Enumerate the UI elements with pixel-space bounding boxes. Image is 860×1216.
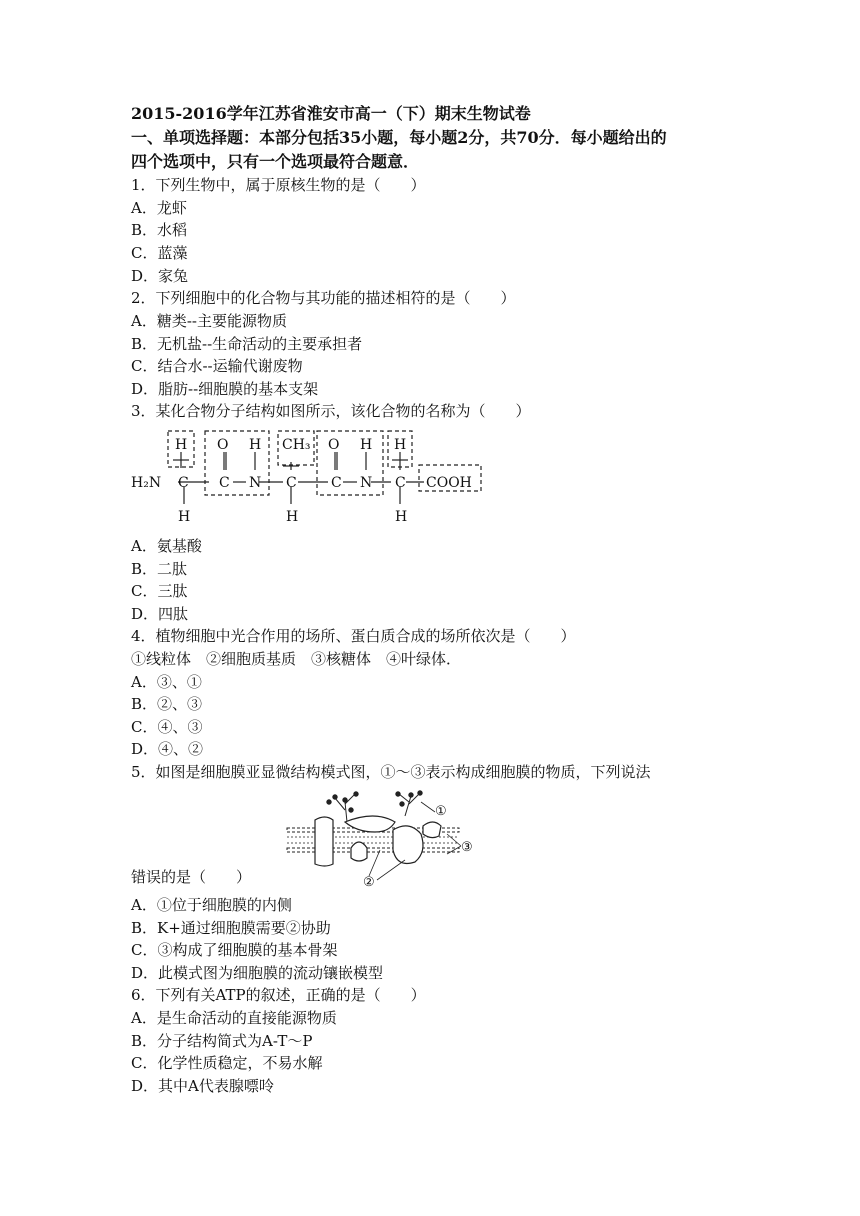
svg-text:O: O [328,437,340,453]
membrane-label-2: ② [363,875,375,888]
svg-text:N: N [360,475,373,491]
carboxyl-label: COOH [426,475,472,491]
svg-text:H: H [178,509,191,525]
q6-option-b: B．分子结构简式为A-T～P [131,1032,313,1050]
exam-title: 2015-2016学年江苏省淮安市高一（下）期末生物试卷 [131,104,531,123]
q5-option-d: D．此模式图为细胞膜的流动镶嵌模型 [131,964,384,982]
amino-group-label: H₂N [131,475,162,491]
svg-text:H: H [175,437,188,453]
q1-option-d: D．家兔 [131,267,189,285]
svg-text:H: H [395,509,408,525]
q3-option-a: A．氨基酸 [131,537,202,555]
svg-text:C: C [286,475,297,491]
q2-stem: 2．下列细胞中的化合物与其功能的描述相符的是（ ） [131,289,516,307]
q3-option-d: D．四肽 [131,605,189,623]
q6-option-d: D．其中A代表腺嘌呤 [131,1077,274,1095]
q3-option-c: C．三肽 [131,582,188,600]
q4-option-a: A．③、① [131,673,202,691]
methyl-group-label: CH₃ [282,437,311,453]
q5-option-c: C．③构成了细胞膜的基本骨架 [131,941,338,959]
q5-option-b: B．K+通过细胞膜需要②协助 [131,919,331,937]
q3-option-b: B．二肽 [131,560,188,578]
q5-stem: 5．如图是细胞膜亚显微结构模式图，①～③表示构成细胞膜的物质，下列说法 [131,763,651,781]
svg-text:C: C [219,475,230,491]
cell-membrane-figure [285,790,485,888]
peptide-bond-box-2 [317,431,383,495]
svg-text:C: C [331,475,342,491]
q6-option-c: C．化学性质稳定，不易水解 [131,1054,323,1072]
svg-text:H: H [394,437,407,453]
q1-stem: 1．下列生物中，属于原核生物的是（ ） [131,176,426,194]
q1-option-b: B．水稻 [131,221,188,239]
q4-option-b: B．②、③ [131,695,203,713]
svg-text:N: N [249,475,262,491]
membrane-label-3: ③ [461,840,473,855]
q1-option-c: C．蓝藻 [131,244,188,262]
peptide-structure-figure [128,428,488,528]
q2-option-b: B．无机盐--生命活动的主要承担者 [131,335,363,353]
q4-stem: 4．植物细胞中光合作用的场所、蛋白质合成的场所依次是（ ） [131,627,576,645]
section-heading-line1: 一、单项选择题：本部分包括35小题，每小题2分，共70分．每小题给出的 [131,128,667,147]
svg-text:C: C [178,475,189,491]
q4-note: ①线粒体 ②细胞质基质 ③核糖体 ④叶绿体． [131,650,462,668]
q6-option-a: A．是生命活动的直接能源物质 [131,1009,337,1027]
q5-stem-continued: 错误的是（ ） [131,868,252,886]
q6-stem: 6．下列有关ATP的叙述，正确的是（ ） [131,986,426,1004]
membrane-label-1: ① [435,804,447,819]
q4-option-c: C．④、③ [131,718,203,736]
membrane-proteins [315,816,441,866]
q2-option-c: C．结合水--运输代谢废物 [131,357,303,375]
q1-option-a: A．龙虾 [131,199,187,217]
q4-option-d: D．④、② [131,740,204,758]
svg-text:H: H [249,437,262,453]
q2-option-d: D．脂肪--细胞膜的基本支架 [131,380,319,398]
svg-text:O: O [217,437,229,453]
svg-text:H: H [360,437,373,453]
q5-option-a: A．①位于细胞膜的内侧 [131,896,292,914]
svg-text:H: H [286,509,299,525]
q3-stem: 3．某化合物分子结构如图所示，该化合物的名称为（ ） [131,402,531,420]
q2-option-a: A．糖类--主要能源物质 [131,312,287,330]
svg-text:C: C [395,475,406,491]
section-heading-line2: 四个选项中，只有一个选项最符合题意． [131,152,420,171]
